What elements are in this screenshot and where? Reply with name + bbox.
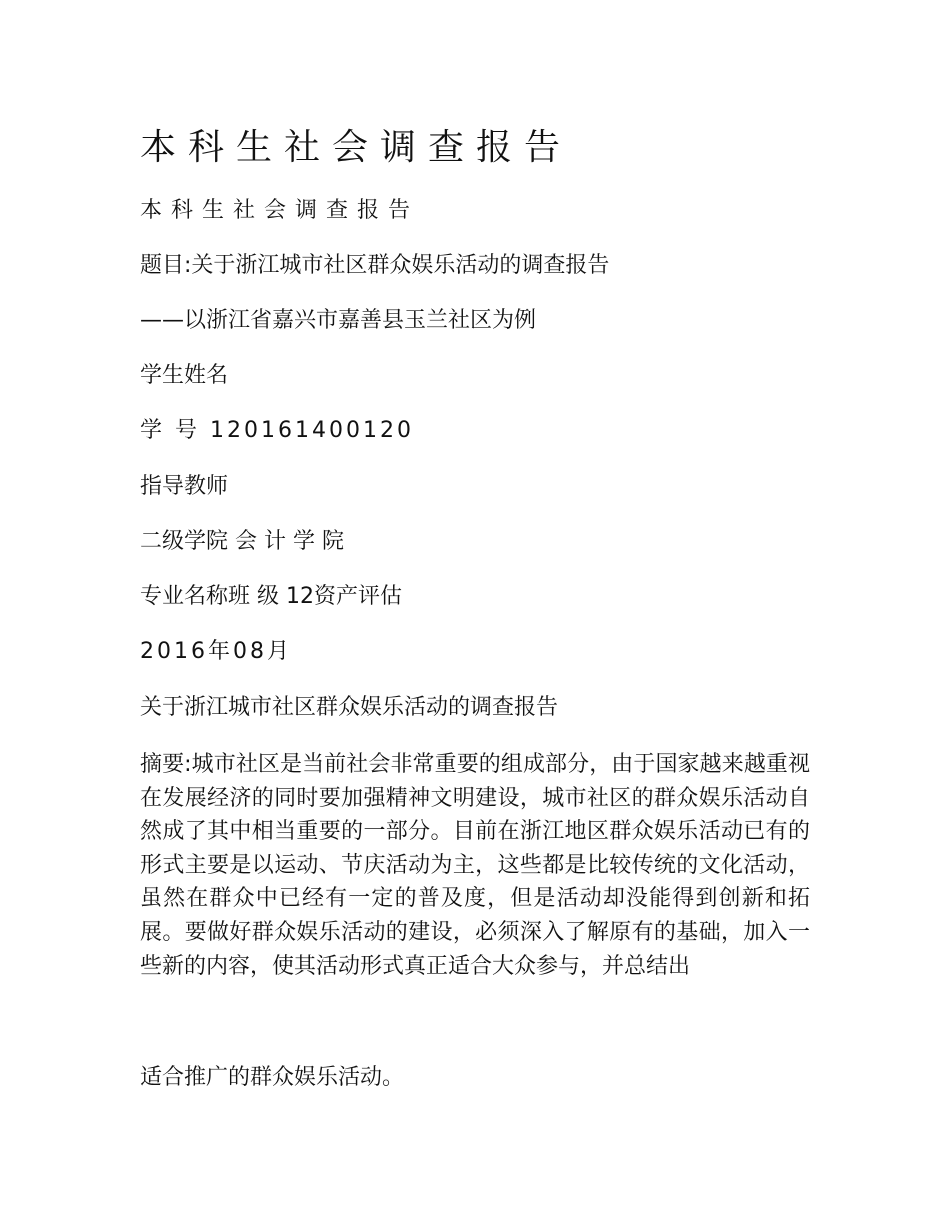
student-id-line: 学 号 120161400120 bbox=[140, 418, 414, 443]
document-page bbox=[140, 0, 820, 1230]
document-subtitle: 本科生社会调查报告 bbox=[140, 198, 420, 223]
topic-line: 题目:关于浙江城市社区群众娱乐活动的调查报告 bbox=[140, 253, 610, 278]
subtopic-line: ——以浙江省嘉兴市嘉善县玉兰社区为例 bbox=[140, 308, 537, 333]
document-title: 本科生社会调查报告 bbox=[140, 127, 573, 168]
date-line: 2016年08月 bbox=[140, 639, 292, 664]
advisor-label: 指导教师 bbox=[140, 474, 229, 499]
college-line: 二级学院 会 计 学 院 bbox=[140, 529, 344, 554]
abstract-paragraph: 摘要:城市社区是当前社会非常重要的组成部分，由于国家越来越重视在发展经济的同时要加强精神文明建设，城市社区的群众娱乐活动自然成了其中相当重要的一部分。目前在浙江地区群众娱乐活动已有的形式主要是以运动、节庆活动为主，这些都是比较传统的文化活动，虽然在群众中已经有一定的普及度，但是活动却没能得到创新和拓展。要做好群众娱乐活动的建设，必须深入了解原有的基础，加入一些新的内容，使其活动形式真正适合大众参与，并总结出 bbox=[140, 752, 810, 979]
student-name-label: 学生姓名 bbox=[140, 363, 229, 388]
report-title: 关于浙江城市社区群众娱乐活动的调查报告 bbox=[140, 695, 559, 720]
major-class-line: 专业名称班 级 12资产评估 bbox=[140, 584, 402, 609]
abstract-continuation: 适合推广的群众娱乐活动。 bbox=[140, 1065, 405, 1090]
